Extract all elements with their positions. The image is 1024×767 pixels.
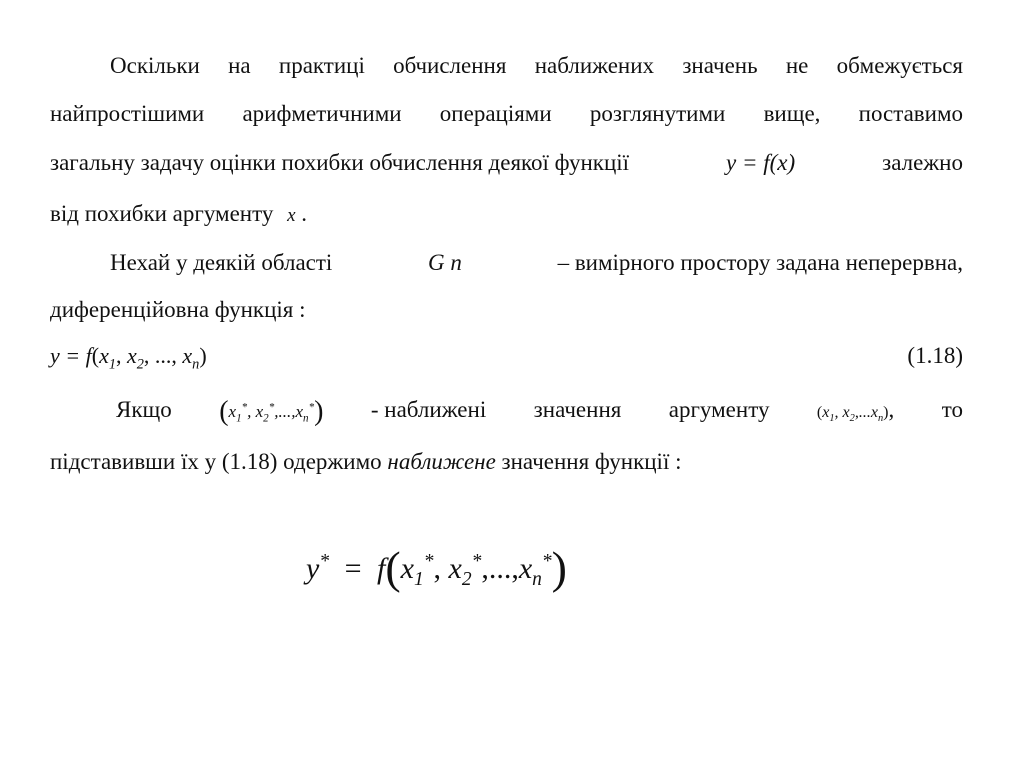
inline-formula-y-fx <box>726 151 795 174</box>
paragraph2-line2: диференційовна функція : <box>50 297 306 322</box>
paragraph1-line4-text: від похибки аргументу <box>50 201 274 226</box>
arg-ellipsis: ... <box>154 343 172 368</box>
paragraph3-w2: - наближені <box>370 397 487 422</box>
arg-x2: x <box>126 343 137 368</box>
paragraph3-line1 <box>116 398 963 426</box>
paragraph1-line3-text: загальну задачу оцінки похибки обчислення деякої функції <box>50 150 630 175</box>
equation-lhs: y = f <box>50 343 92 368</box>
equation-1-18-formula: $y = f(x_1$, $x_2$, ..., $x_n$) <box>50 343 207 373</box>
formula-lhs-star: * <box>319 551 330 572</box>
arg-x1-sub: 1 <box>108 356 116 373</box>
arg-xn-sub: n <box>192 356 200 373</box>
arg-x1: x <box>99 343 109 368</box>
paragraph1-line3 <box>50 151 963 174</box>
paragraph1-line3-end: залежно <box>882 150 963 175</box>
formula-lhs: y <box>306 552 320 585</box>
paragraph2-line1-start: Нехай у деякій області <box>110 250 333 275</box>
paragraph1-line2: найпростішими арифметичними операціями розглянутими вище, поставимо <box>50 101 963 126</box>
inline-formula-x-args: ($x_1$, $x_2,...x_n$), <box>816 397 895 425</box>
paragraph1-line1-text: Оскільки на практиці обчислення наближених значень не обмежується <box>110 53 963 78</box>
arg-xn: x <box>182 343 193 368</box>
paragraph3-line2-em: наближене <box>387 449 496 474</box>
formula-eq: = <box>344 552 362 585</box>
paragraph1-line4 <box>50 202 307 225</box>
paragraph3-w4: аргументу <box>668 397 770 422</box>
paragraph3-w5: то <box>941 397 963 422</box>
equation-number: (1.18) <box>907 343 963 368</box>
inline-var-x: x <box>287 205 296 226</box>
paragraph3-w3: значення <box>533 397 622 422</box>
paragraph3-w1: Якщо <box>116 397 172 422</box>
paragraph3-line2-start: підставивши їх у (1.18) одержимо <box>50 449 382 474</box>
paragraph2-line1 <box>110 251 963 274</box>
paragraph3-line2 <box>50 450 681 473</box>
inline-var-G-n: G n <box>428 250 462 275</box>
formula-f: f <box>377 552 386 585</box>
inline-formula-y-fx-text: y = f(x) <box>726 150 796 175</box>
paragraph1-line4-end: . <box>301 201 308 226</box>
equation-1-18 <box>50 343 963 373</box>
arg-x2-sub: 2 <box>136 356 144 373</box>
inline-formula-xstar: ($x_1^*$, $x_2^*,...,x_n^*$) <box>219 396 324 427</box>
paragraph1-line1 <box>110 54 963 77</box>
paragraph2-line1-end: – вимірного простору задана неперервна, <box>557 250 963 275</box>
paragraph3-comma: , <box>888 397 895 422</box>
paragraph3-line2-end: значення функції : <box>501 449 682 474</box>
formula-y-star: $y^* = f(x_1^*$, $x_2^*,...,x_n^*$) <box>306 542 567 593</box>
